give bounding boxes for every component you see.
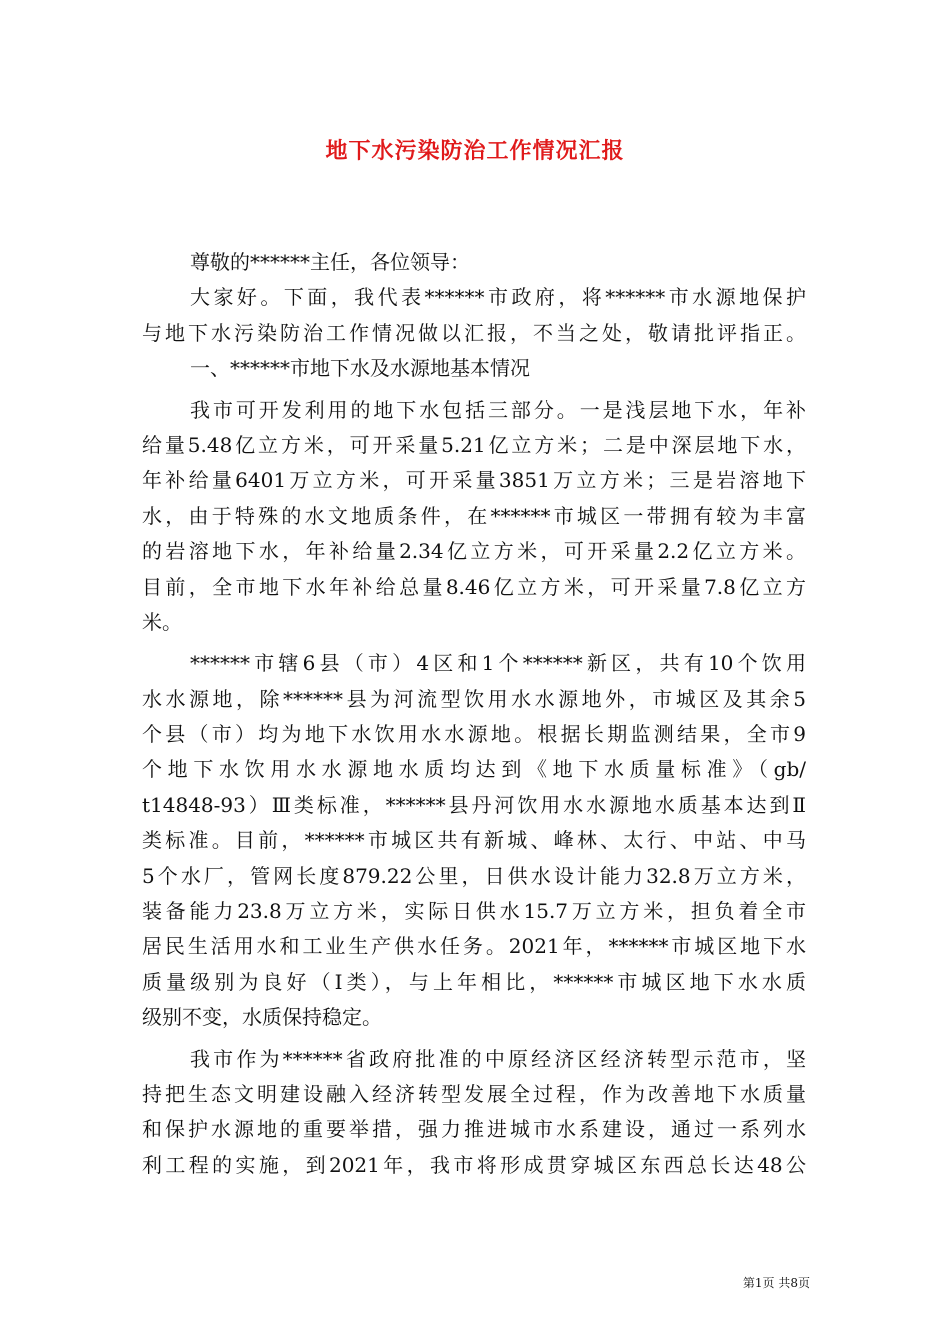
text-line: ******市辖6县（市）4区和1个******新区，共有10个饮用 [190,651,806,676]
section-heading: 一、******市地下水及水源地基本情况 [190,356,530,381]
text-line: 的岩溶地下水，年补给量2.34亿立方米，可开采量2.2亿立方米。 [142,539,806,564]
text-line: 我市作为******省政府批准的中原经济区经济转型示范市，坚 [190,1046,806,1071]
text-line: 和保护水源地的重要举措，强力推进城市水系建设，通过一系列水 [142,1117,806,1142]
text-line: 利工程的实施，到2021年，我市将形成贯穿城区东西总长达48公 [142,1152,806,1177]
text-line: 5个水厂，管网长度879.22公里，日供水设计能力32.8万立方米， [142,863,806,888]
text-line: 类标准。目前，******市城区共有新城、峰林、太行、中站、中马 [142,828,806,853]
text-line: 水水源地，除******县为河流型饮用水水源地外，市城区及其余5 [142,686,806,711]
text-line: 水，由于特殊的水文地质条件，在******市城区一带拥有较为丰富 [142,503,806,528]
text-line: 目前，全市地下水年补给总量8.46亿立方米，可开采量7.8亿立方 [142,574,806,599]
text-line: 居民生活用水和工业生产供水任务。2021年，******市城区地下水 [142,934,806,959]
text-line: 米。 [142,609,182,634]
text-line: 装备能力23.8万立方米，实际日供水15.7万立方米，担负着全市 [142,899,806,924]
salutation-line: 尊敬的******主任，各位领导： [190,250,470,274]
text-line: 个地下水饮用水水源地水质均达到《地下水质量标准》（gb/ [142,757,806,782]
text-line: 与地下水污染防治工作情况做以汇报，不当之处，敬请批评指正。 [142,320,806,345]
text-line: 大家好。下面，我代表******市政府，将******市水源地保护 [190,285,806,310]
text-line: 给量5.48亿立方米，可开采量5.21亿立方米；二是中深层地下水， [142,432,806,457]
document-title: 地下水污染防治工作情况汇报 [325,138,625,164]
text-line: t14848-93）Ⅲ类标准，******县丹河饮用水水源地水质基本达到Ⅱ [142,792,806,817]
text-line: 持把生态文明建设融入经济转型发展全过程，作为改善地下水质量 [142,1081,806,1106]
text-line: 级别不变，水质保持稳定。 [142,1005,382,1030]
text-line: 年补给量6401万立方米，可开采量3851万立方米；三是岩溶地下 [142,468,806,493]
text-line: 我市可开发利用的地下水包括三部分。一是浅层地下水，年补 [190,397,806,422]
page-number: 第1页 共8页 [742,1276,810,1290]
document-body [142,245,806,1183]
text-line: 个县（市）均为地下水饮用水水源地。根据长期监测结果，全市9 [142,722,806,747]
text-line: 质量级别为良好（Ⅰ类），与上年相比，******市城区地下水水质 [142,969,806,994]
